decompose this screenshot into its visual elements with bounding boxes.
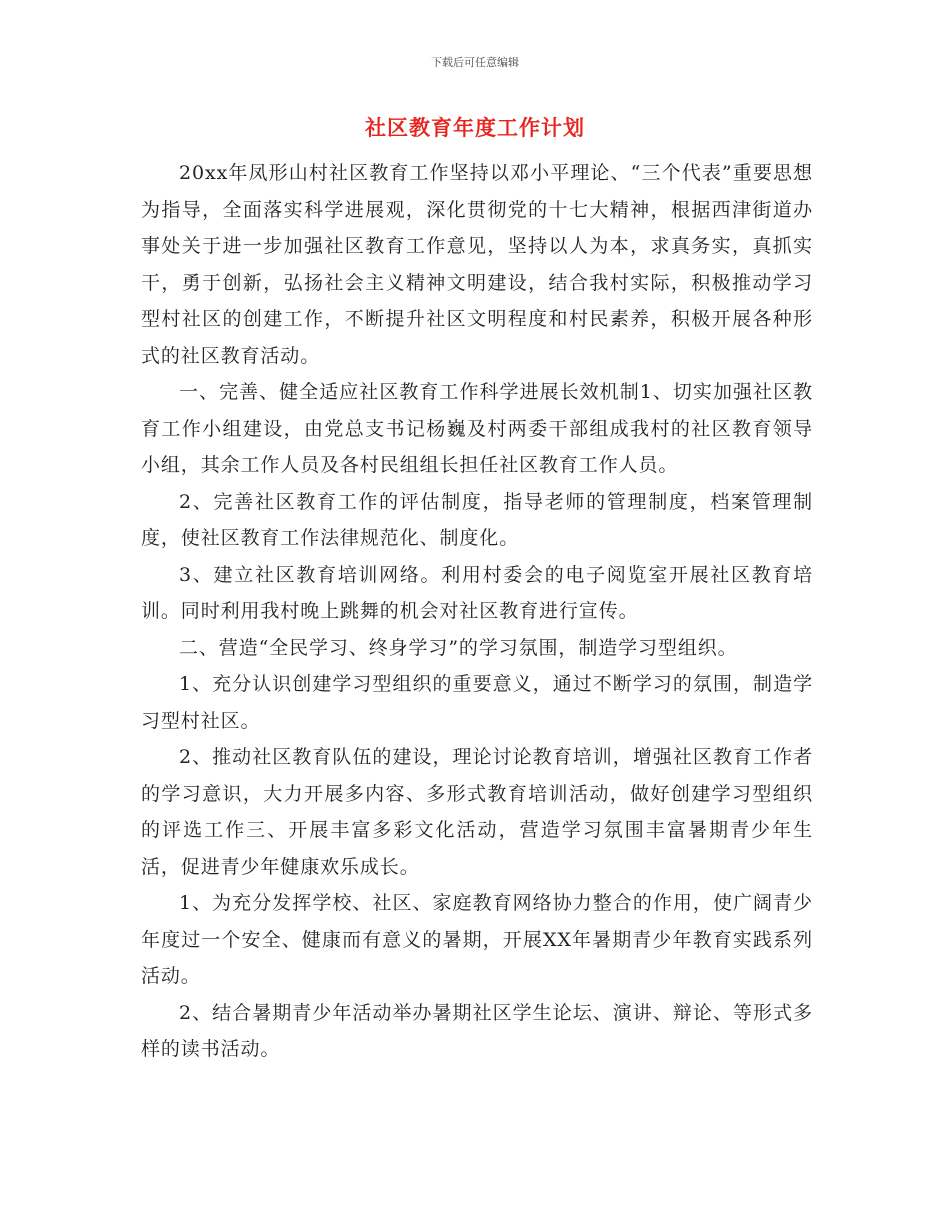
- paragraph-item-2-1: 1、充分认识创建学习型组织的重要意义，通过不断学习的氛围，制造学习型村社区。: [141, 673, 813, 732]
- paragraph-intro: 20xx年凤形山村社区教育工作坚持以邓小平理论、“三个代表”重要思想为指导，全面落实科学进展观，深化贯彻党的十七大精神，根据西津街道办事处关于进一步加强社区教育工作意见，坚持以人为本，求真务实，真抓实干，勇于创新，弘扬社会主义精神文明建设，结合我村实际，积极推动学习型村社区的创建工作，不断提升社区文明程度和村民素养，积极开展各种形式的社区教育活动。: [141, 162, 813, 367]
- paragraph-section-1: 一、完善、健全适应社区教育工作科学进展长效机制1、切实加强社区教育工作小组建设，由党总支书记杨巍及村两委干部组成我村的社区教育领导小组，其余工作人员及各村民组组长担任社区教育工作人员。: [141, 381, 813, 476]
- paragraph-section-2: 二、营造“全民学习、终身学习”的学习氛围，制造学习型组织。: [179, 636, 738, 659]
- paragraph-item-3-1: 1、为充分发挥学校、社区、家庭教育网络协力整合的作用，使广阔青少年度过一个安全、健康而有意义的暑期，开展XX年暑期青少年教育实践系列活动。: [141, 892, 813, 987]
- paragraph-item-2-2: 2、推动社区教育队伍的建设，理论讨论教育培训，增强社区教育工作者的学习意识，大力开展多内容、多形式教育培训活动，做好创建学习型组织的评选工作三、开展丰富多彩文化活动，营造学习氛围丰富暑期青少年生活，促进青少年健康欢乐成长。: [141, 746, 813, 878]
- paragraph-item-3-2: 2、结合暑期青少年活动举办暑期社区学生论坛、演讲、辩论、等形式多样的读书活动。: [141, 1001, 813, 1060]
- document-title: 社区教育年度工作计划: [365, 116, 585, 140]
- paragraph-item-1-3: 3、建立社区教育培训网络。利用村委会的电子阅览室开展社区教育培训。同时利用我村晚上跳舞的机会对社区教育进行宣传。: [141, 563, 813, 622]
- paragraph-item-1-2: 2、完善社区教育工作的评估制度，指导老师的管理制度，档案管理制度，使社区教育工作法律规范化、制度化。: [141, 490, 813, 549]
- page-header-note: 下载后可任意编辑: [431, 56, 519, 69]
- document-body: [141, 155, 813, 1068]
